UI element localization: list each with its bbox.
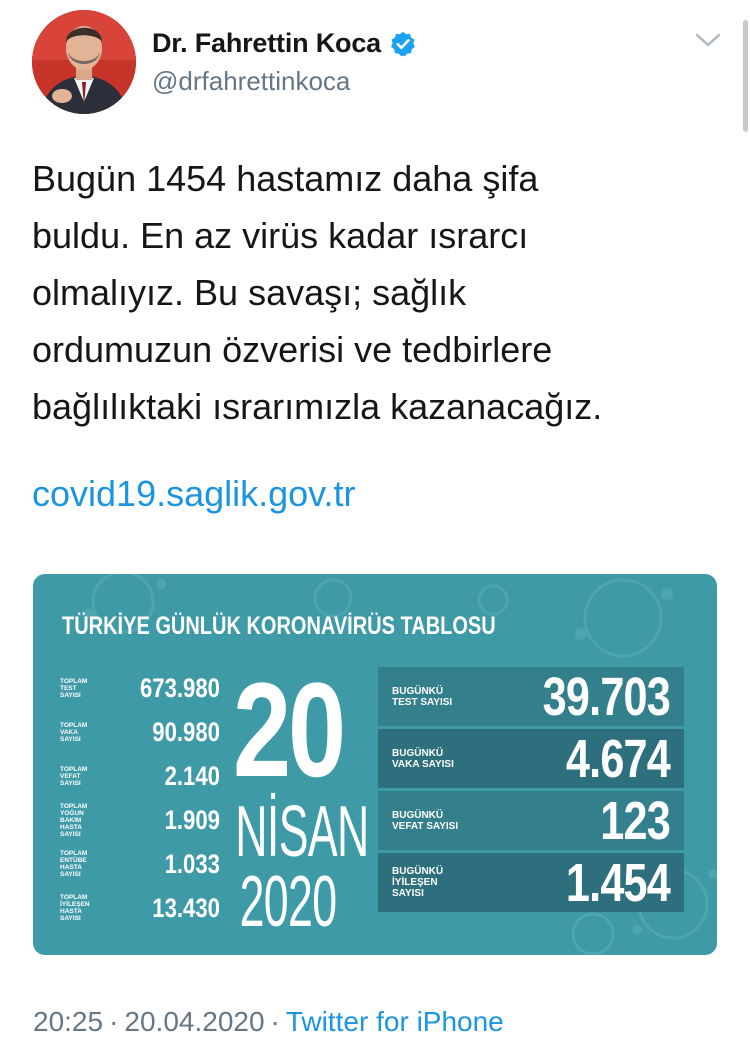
daily-row (378, 853, 684, 912)
tweet-media-image[interactable] (33, 574, 717, 955)
daily-label: BUGÜNKÜ VAKA SAYISI (392, 747, 454, 770)
avatar-image (32, 10, 136, 114)
total-value: 1.909 (164, 804, 220, 835)
tweet-metadata (33, 1006, 504, 1038)
total-label: TOPLAM İYİLEŞEN HASTA SAYISI (60, 894, 90, 922)
chevron-down-icon[interactable] (694, 30, 722, 50)
daily-value: 123 (600, 790, 670, 851)
daily-value: 1.454 (565, 852, 670, 913)
daily-value: 4.674 (565, 728, 670, 789)
total-row (60, 710, 220, 754)
total-label: TOPLAM VEFAT SAYISI (60, 765, 88, 787)
total-value: 13.430 (152, 892, 220, 923)
tweet-line: Bugün 1454 hastamız daha şifa (32, 158, 539, 199)
daily-label: BUGÜNKÜ TEST SAYISI (392, 685, 453, 708)
tweet-link[interactable]: covid19.saglik.gov.tr (32, 473, 356, 514)
total-label: TOPLAM YOĞUN BAKIM HASTA SAYISI (60, 802, 88, 838)
avatar[interactable] (32, 10, 136, 114)
total-label: TOPLAM ENTÜBE HASTA SAYISI (60, 850, 88, 878)
daily-row (378, 729, 684, 788)
scrollbar-thumb[interactable] (743, 20, 748, 132)
totals-list (60, 666, 220, 930)
daily-label: BUGÜNKÜ VEFAT SAYISI (392, 809, 459, 832)
tweet-line: buldu. En az virüs kadar ısrarcı (32, 215, 529, 256)
total-value: 2.140 (164, 760, 220, 791)
total-label: TOPLAM TEST SAYISI (60, 677, 88, 699)
author-name-text[interactable]: Dr. Fahrettin Koca (152, 28, 381, 58)
total-row (60, 666, 220, 710)
daily-row (378, 791, 684, 850)
daily-stats (378, 667, 684, 915)
author-name[interactable] (152, 28, 417, 59)
total-row (60, 754, 220, 798)
tweet-date[interactable]: 20.04.2020 (124, 1006, 265, 1037)
date-month: NİSAN (235, 792, 369, 872)
separator: · (109, 1006, 119, 1037)
tweet-time[interactable]: 20:25 (33, 1006, 104, 1037)
date-block (203, 656, 373, 942)
total-value: 90.980 (152, 716, 220, 747)
tweet-line: bağlılıktaki ısrarımızla kazanacağız. (32, 386, 603, 427)
daily-value: 39.703 (542, 666, 670, 727)
date-year: 2020 (239, 862, 337, 942)
total-row (60, 798, 220, 842)
daily-row (378, 667, 684, 726)
separator: · (270, 1006, 280, 1037)
tweet-line: ordumuzun özverisi ve tedbirlere (32, 329, 553, 370)
total-value: 1.033 (164, 848, 220, 879)
total-label: TOPLAM VAKA SAYISI (60, 721, 88, 743)
tweet-line: olmalıyız. Bu savaşı; sağlık (32, 272, 467, 313)
total-row (60, 842, 220, 886)
media-title: TÜRKİYE GÜNLÜK KORONAVİRÜS TABLOSU (62, 612, 496, 640)
daily-label: BUGÜNKÜ İYİLEŞEN SAYISI (392, 866, 444, 899)
author-handle[interactable]: @drfahrettinkoca (152, 66, 351, 96)
tweet-source-link[interactable]: Twitter for iPhone (285, 1006, 504, 1037)
total-row (60, 886, 220, 930)
tweet-text (32, 150, 712, 435)
date-day: 20 (232, 656, 344, 805)
verified-badge-icon (389, 30, 417, 58)
total-value: 673.980 (139, 672, 220, 703)
